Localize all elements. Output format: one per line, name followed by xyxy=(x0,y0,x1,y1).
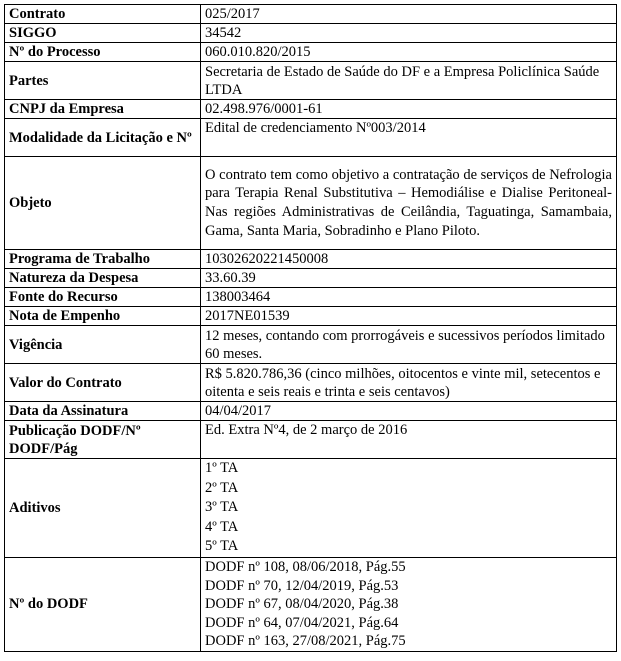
aditivo-item: 5º TA xyxy=(205,538,239,555)
row-natureza xyxy=(5,269,617,288)
aditivo-item: 3º TA xyxy=(205,499,239,516)
label-natureza: Natureza da Despesa xyxy=(5,269,201,288)
label-publicacao: Publicação DODF/Nº DODF/Pág xyxy=(5,421,201,459)
value-contrato: 025/2017 xyxy=(201,5,617,24)
aditivo-item: 2º TA xyxy=(205,479,239,496)
label-dodf: Nº do DODF xyxy=(5,558,201,652)
dodf-item: DODF nº 67, 08/04/2020, Pág.38 xyxy=(205,596,399,612)
value-aditivos xyxy=(201,459,617,558)
dodf-item: DODF nº 64, 07/04/2021, Pág.64 xyxy=(205,614,399,631)
row-contrato xyxy=(5,5,617,24)
row-dodf xyxy=(5,558,617,652)
row-fonte xyxy=(5,288,617,307)
value-objeto: O contrato tem como objetivo a contratação de serviços de Nefrologia para Terapia Renal Substitutiva – Hemodiálise e Dialise Peritoneal- Nas regiões Administrativas de Ceilândia, Taguatinga, Samambaia, Gama, Santa Maria, Sobradinho e Plano Piloto. xyxy=(201,157,617,250)
label-processo: Nº do Processo xyxy=(5,43,201,62)
value-fonte: 138003464 xyxy=(201,288,617,307)
label-objeto: Objeto xyxy=(5,157,201,250)
label-programa: Programa de Trabalho xyxy=(5,250,201,269)
value-assinatura: 04/04/2017 xyxy=(201,402,617,421)
label-partes: Partes xyxy=(5,62,201,100)
label-siggo: SIGGO xyxy=(5,24,201,43)
value-programa: 10302620221450008 xyxy=(201,250,617,269)
value-processo: 060.010.820/2015 xyxy=(201,43,617,62)
value-empenho: 2017NE01539 xyxy=(201,307,617,326)
row-empenho xyxy=(5,307,617,326)
label-cnpj: CNPJ da Empresa xyxy=(5,100,201,119)
row-processo xyxy=(5,43,617,62)
label-modalidade: Modalidade da Licitação e Nº xyxy=(5,119,201,157)
value-publicacao: Ed. Extra Nº4, de 2 março de 2016 xyxy=(201,421,617,459)
row-partes xyxy=(5,62,617,100)
aditivo-item: 1º TA xyxy=(205,460,239,477)
dodf-item: DODF nº 70, 12/04/2019, Pág.53 xyxy=(205,577,399,594)
value-dodf xyxy=(201,558,617,652)
row-aditivos xyxy=(5,459,617,558)
label-contrato: Contrato xyxy=(5,5,201,24)
row-modalidade xyxy=(5,119,617,157)
row-programa xyxy=(5,250,617,269)
row-assinatura xyxy=(5,402,617,421)
row-valor xyxy=(5,364,617,402)
row-vigencia xyxy=(5,326,617,364)
row-siggo xyxy=(5,24,617,43)
label-assinatura: Data da Assinatura xyxy=(5,402,201,421)
row-cnpj xyxy=(5,100,617,119)
label-empenho: Nota de Empenho xyxy=(5,307,201,326)
value-modalidade: Edital de credenciamento Nº003/2014 xyxy=(201,119,617,157)
value-siggo: 34542 xyxy=(201,24,617,43)
aditivo-item: 4º TA xyxy=(205,518,239,535)
label-valor: Valor do Contrato xyxy=(5,364,201,402)
value-natureza: 33.60.39 xyxy=(201,269,617,288)
value-valor: R$ 5.820.786,36 (cinco milhões, oitocentos e vinte mil, setecentos e oitenta e seis reais e trinta e seis centavos) xyxy=(201,364,617,402)
label-vigencia: Vigência xyxy=(5,326,201,364)
label-aditivos: Aditivos xyxy=(5,459,201,558)
value-partes: Secretaria de Estado de Saúde do DF e a Empresa Policlínica Saúde LTDA xyxy=(201,62,617,100)
contract-table xyxy=(4,4,617,652)
row-publicacao xyxy=(5,421,617,459)
row-objeto xyxy=(5,157,617,250)
label-fonte: Fonte do Recurso xyxy=(5,288,201,307)
dodf-item: DODF nº 163, 27/08/2021, Pág.75 xyxy=(205,633,406,649)
value-vigencia: 12 meses, contando com prorrogáveis e sucessivos períodos limitado 60 meses. xyxy=(201,326,617,364)
dodf-item: DODF nº 108, 08/06/2018, Pág.55 xyxy=(205,559,406,575)
value-cnpj: 02.498.976/0001-61 xyxy=(201,100,617,119)
